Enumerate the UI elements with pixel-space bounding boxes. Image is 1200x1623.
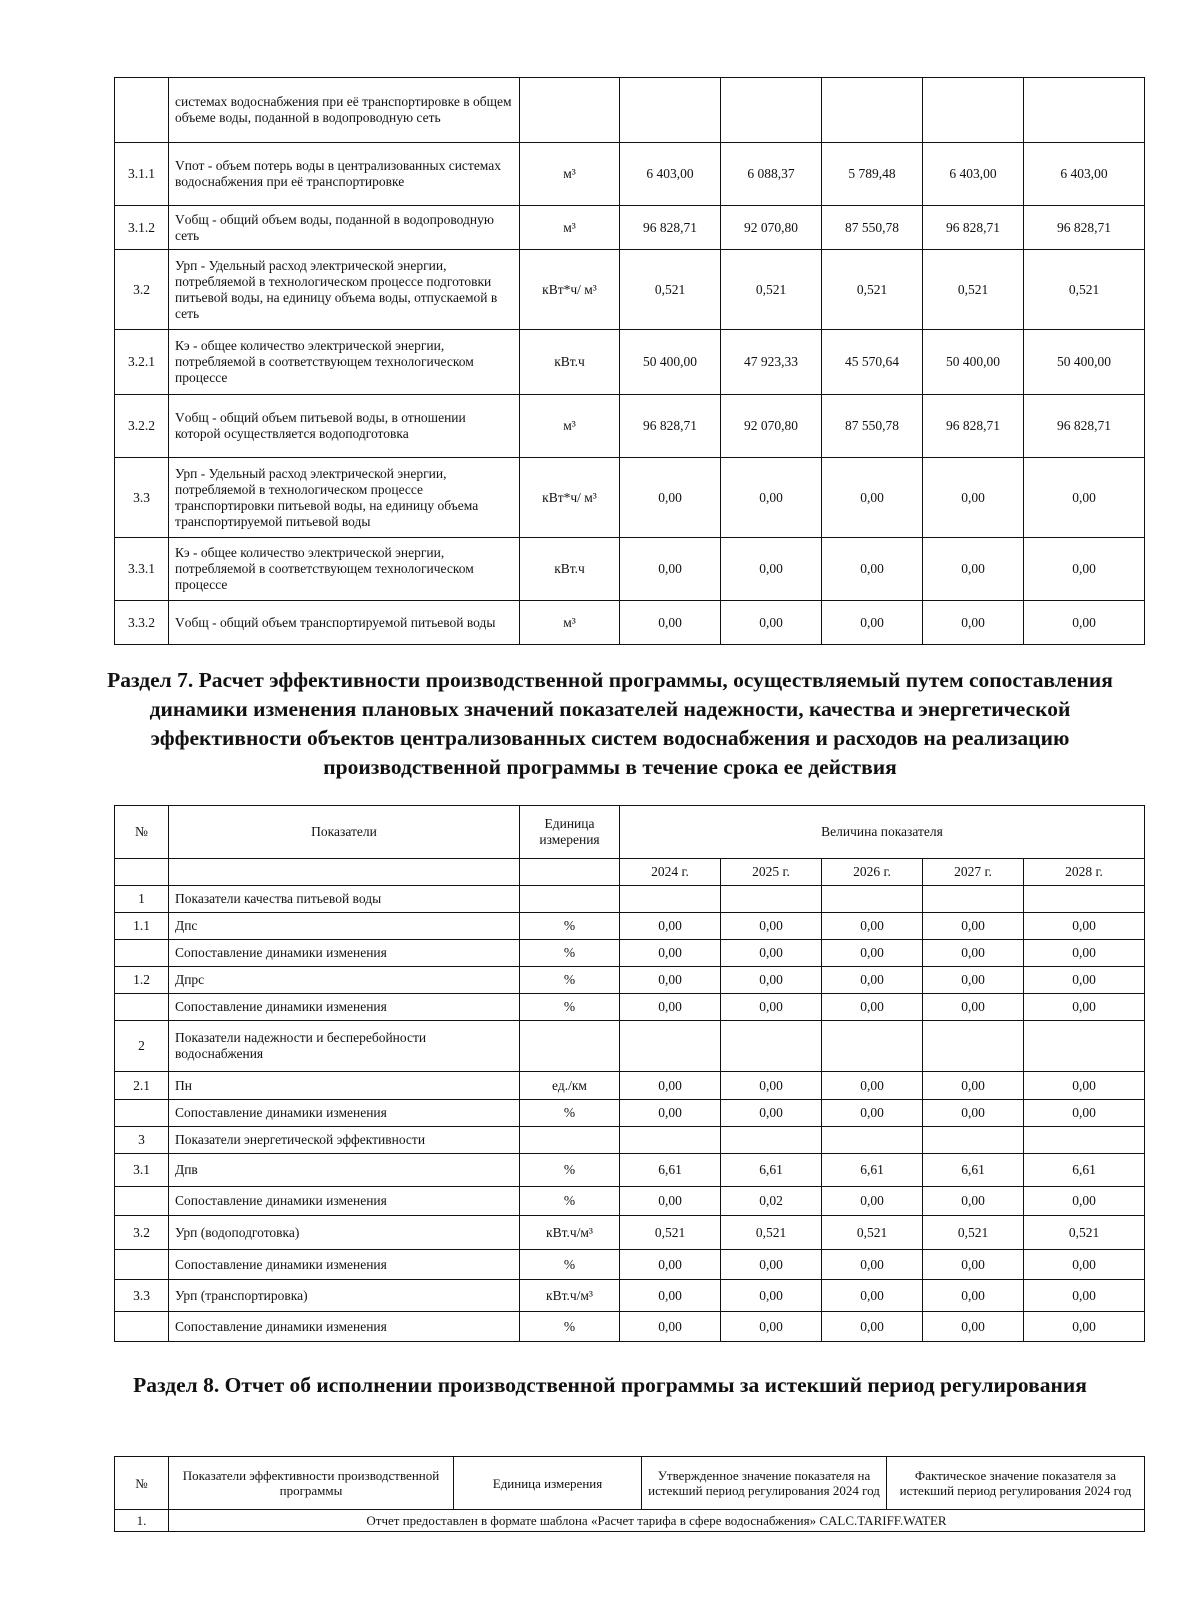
row-unit: % (520, 1100, 620, 1127)
report-header-name: Показатели эффективности производственной программы (169, 1457, 454, 1510)
row-name: Кэ - общее количество электрической энергии, потребляемой в соответствующем технологическом процессе (169, 538, 520, 601)
row-num: 1.1 (115, 913, 169, 940)
row-num (115, 940, 169, 967)
row-value-3: 0,00 (822, 1187, 923, 1216)
row-value-1 (620, 1021, 721, 1072)
row-value-3: 0,00 (822, 994, 923, 1021)
row-value-3: 0,00 (822, 538, 923, 601)
row-name: Дпрс (169, 967, 520, 994)
row-value-3: 87 550,78 (822, 206, 923, 250)
efficiency-row (115, 1100, 1145, 1127)
continuation-row (115, 250, 1145, 330)
report-table (114, 1456, 1145, 1532)
row-num: 3.2 (115, 250, 169, 330)
efficiency-table-body (115, 886, 1145, 1342)
row-value-2: 47 923,33 (721, 330, 822, 395)
row-value-4 (923, 1021, 1024, 1072)
row-value-5: 0,00 (1024, 1072, 1145, 1100)
efficiency-row (115, 967, 1145, 994)
report-header-num: № (115, 1457, 169, 1510)
row-value-3: 0,00 (822, 913, 923, 940)
row-unit: % (520, 1154, 620, 1187)
row-value-2 (721, 1127, 822, 1154)
row-value-3: 0,00 (822, 1100, 923, 1127)
row-value-2: 0,00 (721, 967, 822, 994)
row-value-5: 96 828,71 (1024, 206, 1145, 250)
efficiency-row (115, 940, 1145, 967)
row-value-4: 96 828,71 (923, 206, 1024, 250)
row-value-3: 0,00 (822, 1312, 923, 1342)
row-value-4: 0,00 (923, 538, 1024, 601)
row-num: 1.2 (115, 967, 169, 994)
row-unit: % (520, 913, 620, 940)
report-row-text: Отчет предоставлен в формате шаблона «Расчет тарифа в сфере водоснабжения» CALC.TARIFF.WATER (169, 1510, 1145, 1532)
row-value-1: 0,00 (620, 1072, 721, 1100)
continuation-row (115, 601, 1145, 645)
efficiency-table (114, 805, 1145, 1342)
row-value-3: 0,00 (822, 1072, 923, 1100)
row-name: Дпв (169, 1154, 520, 1187)
row-value-5: 0,00 (1024, 458, 1145, 538)
row-num: 2.1 (115, 1072, 169, 1100)
row-name: Сопоставление динамики изменения (169, 1312, 520, 1342)
row-name: Показатели качества питьевой воды (169, 886, 520, 913)
row-value-5 (1024, 886, 1145, 913)
continuation-table (114, 77, 1145, 645)
row-value-3: 0,00 (822, 1250, 923, 1280)
row-value-3: 0,00 (822, 1280, 923, 1312)
row-value-4: 96 828,71 (923, 395, 1024, 458)
row-value-5 (1024, 1127, 1145, 1154)
row-name: Показатели надежности и бесперебойности водоснабжения (169, 1021, 520, 1072)
row-num: 3 (115, 1127, 169, 1154)
row-unit: кВт.ч (520, 330, 620, 395)
row-value-1: 50 400,00 (620, 330, 721, 395)
row-value-3: 6,61 (822, 1154, 923, 1187)
row-value-2: 0,00 (721, 1280, 822, 1312)
row-value-5: 0,00 (1024, 538, 1145, 601)
section7-title: Раздел 7. Расчет эффективности производственной программы, осуществляемый путем сопоставления динамики изменения плановых значений показателей надежности, качества и энергетической эффективности объектов централизованных систем водоснабжения и расходов на реализацию производственной программы в течение срока ее действия (107, 668, 1113, 779)
row-value-3: 0,521 (822, 1216, 923, 1250)
row-value-4 (923, 78, 1024, 143)
year-cell: 2024 г. (620, 859, 721, 886)
row-unit: % (520, 1250, 620, 1280)
row-value-5 (1024, 1021, 1145, 1072)
row-num (115, 994, 169, 1021)
row-value-2 (721, 886, 822, 913)
row-name: Кэ - общее количество электрической энергии, потребляемой в соответствующем технологическом процессе (169, 330, 520, 395)
row-value-5: 0,00 (1024, 1280, 1145, 1312)
continuation-row (115, 458, 1145, 538)
row-name: Сопоставление динамики изменения (169, 1250, 520, 1280)
row-value-4: 0,00 (923, 913, 1024, 940)
row-name: Vпот - объем потерь воды в централизованных системах водоснабжения при её транспортировке (169, 143, 520, 206)
row-value-5: 0,00 (1024, 994, 1145, 1021)
row-name: Vобщ - общий объем транспортируемой питьевой воды (169, 601, 520, 645)
efficiency-row (115, 913, 1145, 940)
row-value-2: 0,00 (721, 913, 822, 940)
row-value-1: 0,00 (620, 1280, 721, 1312)
efficiency-header-row (115, 806, 1145, 859)
row-value-5: 0,00 (1024, 1187, 1145, 1216)
row-value-4: 0,00 (923, 940, 1024, 967)
row-value-1: 0,521 (620, 250, 721, 330)
row-value-2: 0,00 (721, 1250, 822, 1280)
row-value-1: 96 828,71 (620, 206, 721, 250)
row-name: Урп (транспортировка) (169, 1280, 520, 1312)
row-value-5: 6 403,00 (1024, 143, 1145, 206)
row-num: 3.3 (115, 1280, 169, 1312)
row-name: Показатели энергетической эффективности (169, 1127, 520, 1154)
row-value-4: 50 400,00 (923, 330, 1024, 395)
year-cell: 2028 г. (1024, 859, 1145, 886)
row-unit: м³ (520, 206, 620, 250)
row-num (115, 78, 169, 143)
report-header-approved: Утвержденное значение показателя на истекший период регулирования 2024 год (642, 1457, 887, 1510)
row-value-5: 96 828,71 (1024, 395, 1145, 458)
row-value-1: 0,00 (620, 538, 721, 601)
row-name: Сопоставление динамики изменения (169, 994, 520, 1021)
row-name: Урп - Удельный расход электрической энергии, потребляемой в технологическом процессе подготовки питьевой воды, на единицу объема воды, отпускаемой в сеть (169, 250, 520, 330)
report-row (115, 1510, 1145, 1532)
row-value-1: 0,521 (620, 1216, 721, 1250)
continuation-row (115, 78, 1145, 143)
row-num (115, 1312, 169, 1342)
row-value-2: 0,00 (721, 538, 822, 601)
row-value-5: 0,00 (1024, 1100, 1145, 1127)
row-value-1: 0,00 (620, 940, 721, 967)
row-value-4 (923, 886, 1024, 913)
row-name: Пн (169, 1072, 520, 1100)
row-value-5: 0,00 (1024, 601, 1145, 645)
efficiency-row (115, 1072, 1145, 1100)
row-value-3: 0,00 (822, 601, 923, 645)
efficiency-row (115, 1280, 1145, 1312)
report-header-row (115, 1457, 1145, 1510)
row-value-1: 0,00 (620, 994, 721, 1021)
row-value-3: 0,00 (822, 967, 923, 994)
row-value-3 (822, 78, 923, 143)
row-value-3 (822, 1021, 923, 1072)
continuation-row (115, 395, 1145, 458)
row-unit: % (520, 1187, 620, 1216)
row-value-1: 0,00 (620, 1250, 721, 1280)
row-value-1: 0,00 (620, 913, 721, 940)
year-cell: 2026 г. (822, 859, 923, 886)
header-name: Показатели (169, 806, 520, 859)
row-value-2 (721, 1021, 822, 1072)
year-cell: 2027 г. (923, 859, 1024, 886)
row-value-5: 6,61 (1024, 1154, 1145, 1187)
row-num: 3.1 (115, 1154, 169, 1187)
row-num: 3.1.2 (115, 206, 169, 250)
row-value-2: 6,61 (721, 1154, 822, 1187)
row-value-2: 0,00 (721, 940, 822, 967)
row-value-5 (1024, 78, 1145, 143)
row-unit: % (520, 994, 620, 1021)
row-value-1: 0,00 (620, 1100, 721, 1127)
blank-cell (520, 859, 620, 886)
row-name: Дпс (169, 913, 520, 940)
row-value-2: 0,521 (721, 250, 822, 330)
blank-cell (115, 859, 169, 886)
row-unit (520, 1127, 620, 1154)
row-value-3: 0,521 (822, 250, 923, 330)
row-value-5: 0,00 (1024, 940, 1145, 967)
row-value-1: 0,00 (620, 601, 721, 645)
row-unit: % (520, 967, 620, 994)
row-value-2: 6 088,37 (721, 143, 822, 206)
row-value-5: 0,00 (1024, 913, 1145, 940)
row-value-1 (620, 886, 721, 913)
row-value-5: 0,00 (1024, 1250, 1145, 1280)
row-value-3: 87 550,78 (822, 395, 923, 458)
row-unit: ед./км (520, 1072, 620, 1100)
row-num: 3.2 (115, 1216, 169, 1250)
row-value-2: 0,00 (721, 458, 822, 538)
header-unit: Единица измерения (520, 806, 620, 859)
row-value-2: 0,02 (721, 1187, 822, 1216)
row-unit: кВт*ч/ м³ (520, 250, 620, 330)
continuation-row (115, 143, 1145, 206)
row-value-3: 45 570,64 (822, 330, 923, 395)
row-value-3: 0,00 (822, 940, 923, 967)
row-num (115, 1187, 169, 1216)
section8-title: Раздел 8. Отчет об исполнении производственной программы за истекший период регулирования (133, 1373, 1087, 1397)
row-value-4: 6,61 (923, 1154, 1024, 1187)
row-value-1 (620, 1127, 721, 1154)
row-value-4: 0,00 (923, 1250, 1024, 1280)
continuation-row (115, 206, 1145, 250)
row-value-5: 0,521 (1024, 1216, 1145, 1250)
row-unit: м³ (520, 395, 620, 458)
row-num: 3.3.1 (115, 538, 169, 601)
row-unit (520, 78, 620, 143)
row-num (115, 1250, 169, 1280)
row-value-1: 96 828,71 (620, 395, 721, 458)
row-name: Vобщ - общий объем воды, поданной в водопроводную сеть (169, 206, 520, 250)
row-value-1: 6,61 (620, 1154, 721, 1187)
efficiency-row (115, 886, 1145, 913)
row-value-3: 0,00 (822, 458, 923, 538)
row-unit: кВт*ч/ м³ (520, 458, 620, 538)
row-value-1: 0,00 (620, 1187, 721, 1216)
row-value-1 (620, 78, 721, 143)
year-cell: 2025 г. (721, 859, 822, 886)
efficiency-row (115, 994, 1145, 1021)
row-num (115, 1100, 169, 1127)
row-unit: % (520, 1312, 620, 1342)
row-unit: м³ (520, 601, 620, 645)
efficiency-row (115, 1250, 1145, 1280)
row-value-4: 0,00 (923, 1072, 1024, 1100)
blank-cell (169, 859, 520, 886)
row-num: 3.2.2 (115, 395, 169, 458)
row-value-1: 0,00 (620, 1312, 721, 1342)
row-value-4: 0,00 (923, 1280, 1024, 1312)
row-unit: кВт.ч/м³ (520, 1280, 620, 1312)
efficiency-row (115, 1021, 1145, 1072)
row-num: 3.1.1 (115, 143, 169, 206)
row-value-5: 50 400,00 (1024, 330, 1145, 395)
row-name: Сопоставление динамики изменения (169, 1100, 520, 1127)
efficiency-row (115, 1154, 1145, 1187)
row-unit (520, 1021, 620, 1072)
row-value-5: 0,00 (1024, 1312, 1145, 1342)
row-value-5: 0,521 (1024, 250, 1145, 330)
row-value-1: 6 403,00 (620, 143, 721, 206)
efficiency-row (115, 1127, 1145, 1154)
row-value-1: 0,00 (620, 967, 721, 994)
row-name: Урп - Удельный расход электрической энергии, потребляемой в технологическом процессе транспортировки питьевой воды, на единицу объема транспортируемой питьевой воды (169, 458, 520, 538)
row-value-3 (822, 1127, 923, 1154)
row-name: Урп (водоподготовка) (169, 1216, 520, 1250)
row-value-2: 0,00 (721, 1072, 822, 1100)
row-value-4: 0,00 (923, 967, 1024, 994)
row-value-4: 0,00 (923, 1100, 1024, 1127)
row-name: Сопоставление динамики изменения (169, 1187, 520, 1216)
row-unit: м³ (520, 143, 620, 206)
row-num: 2 (115, 1021, 169, 1072)
row-unit: % (520, 940, 620, 967)
row-unit: кВт.ч/м³ (520, 1216, 620, 1250)
row-name: Vобщ - общий объем питьевой воды, в отношении которой осуществляется водоподготовка (169, 395, 520, 458)
row-num: 3.3.2 (115, 601, 169, 645)
row-value-4: 0,521 (923, 250, 1024, 330)
efficiency-row (115, 1187, 1145, 1216)
row-value-5: 0,00 (1024, 967, 1145, 994)
row-name: системах водоснабжения при её транспортировке в общем объеме воды, поданной в водопроводную сеть (169, 78, 520, 143)
efficiency-row (115, 1312, 1145, 1342)
row-value-3: 5 789,48 (822, 143, 923, 206)
row-value-4: 0,00 (923, 1187, 1024, 1216)
row-value-4: 0,00 (923, 601, 1024, 645)
row-value-4: 0,00 (923, 458, 1024, 538)
report-header-actual: Фактическое значение показателя за истекший период регулирования 2024 год (887, 1457, 1145, 1510)
header-value: Величина показателя (620, 806, 1145, 859)
row-value-4: 6 403,00 (923, 143, 1024, 206)
row-value-2 (721, 78, 822, 143)
report-header-unit: Единица измерения (454, 1457, 642, 1510)
row-value-1: 0,00 (620, 458, 721, 538)
row-value-2: 0,521 (721, 1216, 822, 1250)
row-value-2: 92 070,80 (721, 206, 822, 250)
row-value-2: 92 070,80 (721, 395, 822, 458)
row-num: 1 (115, 886, 169, 913)
row-value-2: 0,00 (721, 601, 822, 645)
row-value-4: 0,00 (923, 994, 1024, 1021)
efficiency-row (115, 1216, 1145, 1250)
row-value-4: 0,521 (923, 1216, 1024, 1250)
row-value-2: 0,00 (721, 1100, 822, 1127)
efficiency-years-row (115, 859, 1145, 886)
row-name: Сопоставление динамики изменения (169, 940, 520, 967)
report-row-num: 1. (115, 1510, 169, 1532)
row-value-3 (822, 886, 923, 913)
continuation-row (115, 538, 1145, 601)
row-num: 3.3 (115, 458, 169, 538)
row-value-2: 0,00 (721, 994, 822, 1021)
row-unit (520, 886, 620, 913)
row-value-4 (923, 1127, 1024, 1154)
continuation-row (115, 330, 1145, 395)
row-num: 3.2.1 (115, 330, 169, 395)
continuation-table-body (115, 78, 1145, 645)
row-unit: кВт.ч (520, 538, 620, 601)
row-value-4: 0,00 (923, 1312, 1024, 1342)
row-value-2: 0,00 (721, 1312, 822, 1342)
header-num: № (115, 806, 169, 859)
